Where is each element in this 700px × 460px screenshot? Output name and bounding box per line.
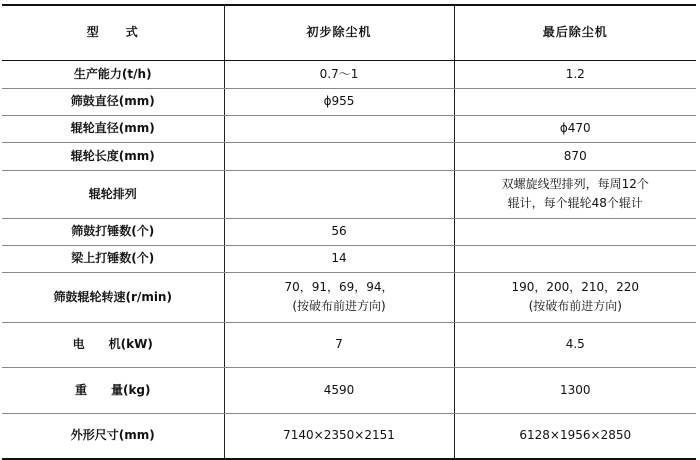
row-label: 筛鼓直径(mm): [2, 88, 224, 115]
final-value: 190，200，210，220 (按破布前进方向): [454, 272, 696, 322]
table-row: [2, 218, 696, 245]
table-row: [2, 272, 696, 322]
initial-value: ϕ955: [224, 88, 454, 115]
initial-value: [224, 170, 454, 218]
initial-value: 14: [224, 245, 454, 272]
initial-value: 7: [224, 322, 454, 367]
initial-value: [224, 115, 454, 142]
final-value: 1.2: [454, 60, 696, 88]
final-value: 1300: [454, 367, 696, 413]
row-label: 辊轮直径(mm): [2, 115, 224, 142]
initial-value: 0.7～1: [224, 60, 454, 88]
table-row: [2, 142, 696, 170]
row-label: 生产能力(t/h): [2, 60, 224, 88]
table-row: [2, 322, 696, 367]
final-value: 4.5: [454, 322, 696, 367]
initial-value: [224, 142, 454, 170]
table-row: [2, 60, 696, 88]
table-row: [2, 413, 696, 459]
row-label: 梁上打锤数(个): [2, 245, 224, 272]
header-final-dust-remover: 最后除尘机: [454, 5, 696, 60]
table-row: [2, 245, 696, 272]
row-label: 电 机(kW): [2, 322, 224, 367]
table-row: [2, 88, 696, 115]
final-value: [454, 218, 696, 245]
header-row: [2, 5, 696, 60]
table-row: [2, 170, 696, 218]
initial-value: 56: [224, 218, 454, 245]
row-label: 重 量(kg): [2, 367, 224, 413]
initial-value: 4590: [224, 367, 454, 413]
row-label: 辊轮排列: [2, 170, 224, 218]
table-row: [2, 367, 696, 413]
initial-value: 70，91，69，94， (按破布前进方向): [224, 272, 454, 322]
final-value: 双螺旋线型排列，每周12个 辊计，每个辊轮48个辊计: [454, 170, 696, 218]
header-type: 型 式: [2, 5, 224, 60]
final-value: 6128×1956×2850: [454, 413, 696, 459]
row-label: 辊轮长度(mm): [2, 142, 224, 170]
header-initial-dust-remover: 初步除尘机: [224, 5, 454, 60]
initial-value: 7140×2350×2151: [224, 413, 454, 459]
final-value: [454, 245, 696, 272]
row-label: 外形尺寸(mm): [2, 413, 224, 459]
row-label: 筛鼓打锤数(个): [2, 218, 224, 245]
spec-table: [2, 4, 696, 460]
final-value: 870: [454, 142, 696, 170]
final-value: [454, 88, 696, 115]
final-value: ϕ470: [454, 115, 696, 142]
row-label: 筛鼓辊轮转速(r/min): [2, 272, 224, 322]
table-row: [2, 115, 696, 142]
